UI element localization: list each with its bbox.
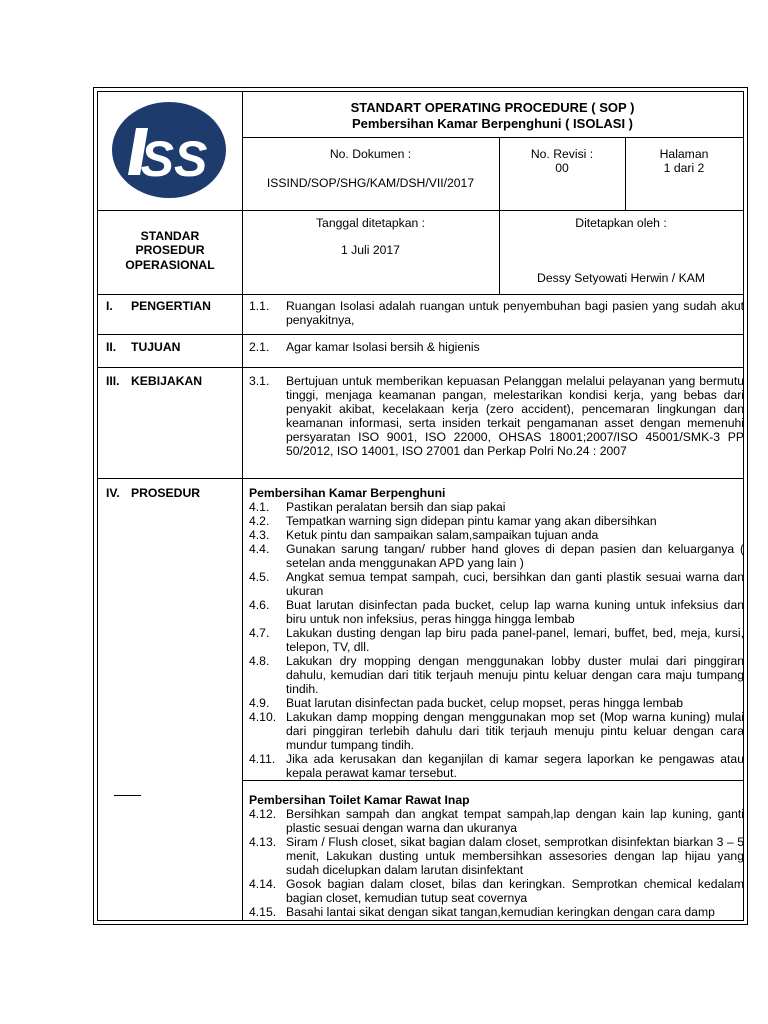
section-pengertian-label: [106, 299, 211, 313]
row-divider: [98, 478, 743, 479]
kebijakan-content: [249, 374, 744, 458]
item-text: Ketuk pintu dan sampaikan salam,sampaikan tujuan anda: [286, 528, 599, 542]
section-kebijakan-label: [106, 374, 202, 388]
item-text: Bertujuan untuk memberikan kepuasan Pelanggan melalui pelayanan yang bermutu tinggi, menjaga keamanan pangan, melestarikan kondisi kerja, yang bebas dari penyakit akibat, kecelakaan kerja (zero accident), pencemaran lingkungan dan keamanan informasi, serta insiden terkait pengamanan asset dengan memenuhi persyaratan ISO 9001, ISO 22000, OHSAS 18001;2007/ISO 45001/SMK-3 PP 50/2012, ISO 14001, ISO 27001 dan Perkap Polri No.24 : 2007: [286, 374, 744, 458]
section-title: KEBIJAKAN: [131, 374, 203, 388]
list-item: [249, 654, 744, 696]
no-dokumen-value: ISSIND/SOP/SHG/KAM/DSH/VII/2017: [266, 176, 475, 190]
item-number: 1.1.: [249, 299, 270, 313]
row-divider: [242, 780, 743, 781]
item-text: Gosok bagian dalam closet, bilas dan keringkan. Semprotkan chemical kedalam bagian closet, kemudian tutup seat covernya: [286, 877, 744, 905]
item-number: 4.10.: [249, 710, 277, 724]
section-number: II.: [106, 340, 117, 354]
tanggal-label: Tanggal ditetapkan :: [315, 216, 426, 230]
list-item: [249, 835, 744, 877]
no-dokumen-label: No. Dokumen :: [329, 147, 412, 161]
list-item: [249, 877, 744, 905]
list-item: [249, 807, 744, 835]
list-item: [249, 752, 744, 780]
item-text: Siram / Flush closet, sikat bagian dalam closet, semprotkan disinfektan biarkan 3 – 5 menit, Lakukan dusting untuk membersihkan assesories dengan lap hijau yang sudah dicelupkan dalam larutan disinfektant: [286, 835, 744, 877]
tujuan-content: [249, 340, 744, 354]
list-item: [249, 542, 744, 570]
item-number: 4.1.: [249, 500, 270, 514]
row-divider: [98, 334, 743, 335]
item-text: Basahi lantai sikat dengan sikat tangan,kemudian keringkan dengan cara damp: [286, 905, 715, 919]
procedure-list: [249, 807, 744, 919]
item-text: Buat larutan disinfectan pada bucket, celup mopset, peras hingga lembab: [286, 696, 684, 710]
standar-label: STANDAR: [140, 229, 200, 243]
item-text: Gunakan sarung tangan/ rubber hand gloves di depan pasien dan keluarganya ( setelan anda menggunakan APD yang lain ): [286, 542, 744, 570]
section-title: TUJUAN: [131, 340, 181, 354]
section-number: IV.: [106, 486, 120, 500]
section-number: I.: [106, 299, 113, 313]
row-divider: [98, 294, 743, 295]
item-text: Agar kamar Isolasi bersih & higienis: [286, 340, 480, 354]
item-number: 4.8.: [249, 654, 270, 668]
list-item: [249, 696, 744, 710]
iss-logo: [110, 100, 228, 200]
item-text: Pastikan peralatan bersih dan siap pakai: [286, 500, 506, 514]
item-number: 4.13.: [249, 835, 277, 849]
list-item: [249, 905, 744, 919]
row-divider: [242, 137, 743, 138]
procedure-list: [249, 500, 744, 780]
item-number: 4.11.: [249, 752, 276, 766]
section-title: PROSEDUR: [131, 486, 201, 500]
pengertian-content: [249, 299, 744, 327]
row-divider: [98, 210, 743, 211]
item-text: Ruangan Isolasi adalah ruangan untuk penyembuhan bagi pasien yang sudah akut penyakitnya,: [286, 299, 744, 327]
section-prosedur-label: [106, 486, 200, 500]
list-item: [249, 598, 744, 626]
prosedur-part2: [249, 793, 744, 919]
halaman-label: Halaman: [659, 147, 709, 161]
item-text: Buat larutan disinfectan pada bucket, celup lap warna kuning untuk infeksius dan biru untuk non infeksius, peras hingga hingga lembab: [286, 598, 744, 626]
item-number: 2.1.: [249, 340, 270, 354]
section-title: PENGERTIAN: [131, 299, 211, 313]
operasional-label: OPERASIONAL: [125, 258, 215, 272]
list-item: [249, 570, 744, 598]
item-number: 4.12.: [249, 807, 277, 821]
item-text: Lakukan dusting dengan lap biru pada panel-panel, lemari, buffet, bed, meja, kursi, telepon, TV, dll.: [286, 626, 744, 654]
item-number: 4.15.: [249, 905, 277, 919]
sop-table: [97, 91, 744, 921]
item-number: 4.14.: [249, 877, 277, 891]
no-revisi-label: No. Revisi :: [530, 147, 594, 161]
ditetapkan-value: Dessy Setyowati Herwin / KAM: [537, 271, 705, 285]
no-revisi-value: 00: [555, 161, 569, 175]
item-text: Angkat semua tempat sampah, cuci, bersihkan dan ganti plastik sesuai warna dan ukuran: [286, 570, 744, 598]
list-item: [249, 710, 744, 752]
item-text: Tempatkan warning sign didepan pintu kamar yang akan dibersihkan: [286, 514, 657, 528]
prosedur-label: PROSEDUR: [135, 243, 205, 257]
list-item: [249, 528, 744, 542]
list-item: [249, 514, 744, 528]
tanggal-value: 1 Juli 2017: [341, 243, 400, 257]
prosedur-part1: [249, 486, 744, 780]
item-text: Bersihkan sampah dan angkat tempat sampah,lap dengan kain lap kuning, ganti plastic sesuai dengan warna dan ukuranya: [286, 807, 744, 835]
short-rule: [114, 795, 141, 796]
item-number: 4.9.: [249, 696, 270, 710]
svg-text:SS: SS: [140, 131, 208, 187]
item-number: 4.6.: [249, 598, 270, 612]
item-text: Lakukan damp mopping dengan menggunakan mop set (Mop warna kuning) mulai dari pinggiran terlebih dahulu dari titik terjauh menuju pintu keluar dengan cara mundur tumpang tindih.: [286, 710, 744, 752]
item-number: 3.1.: [249, 374, 270, 388]
halaman-value: 1 dari 2: [663, 161, 705, 175]
list-item: [249, 626, 744, 654]
item-text: Lakukan dry mopping dengan menggunakan lobby duster mulai dari pinggiran dahulu, kemudian dari titik terjauh menuju pintu keluar dengan cara maju tumpang tindih.: [286, 654, 744, 696]
section-tujuan-label: [106, 340, 180, 354]
item-number: 4.4.: [249, 542, 270, 556]
list-item: [249, 500, 744, 514]
section-number: III.: [106, 374, 120, 388]
item-number: 4.5.: [249, 570, 270, 584]
item-number: 4.7.: [249, 626, 270, 640]
item-number: 4.2.: [249, 514, 270, 528]
sop-document: [93, 87, 748, 925]
page-title: STANDART OPERATING PROCEDURE ( SOP ): [350, 100, 635, 115]
item-number: 4.3.: [249, 528, 270, 542]
subsection-title: Pembersihan Toilet Kamar Rawat Inap: [249, 793, 470, 807]
row-divider: [98, 367, 743, 368]
ditetapkan-label: Ditetapkan oleh :: [575, 216, 667, 230]
page-subtitle: Pembersihan Kamar Berpenghuni ( ISOLASI ): [352, 116, 633, 131]
subsection-title: Pembersihan Kamar Berpenghuni: [249, 486, 446, 500]
item-text: Jika ada kerusakan dan keganjilan di kamar segera laporkan ke pengawas atau kepala perawat kamar tersebut.: [286, 752, 744, 780]
